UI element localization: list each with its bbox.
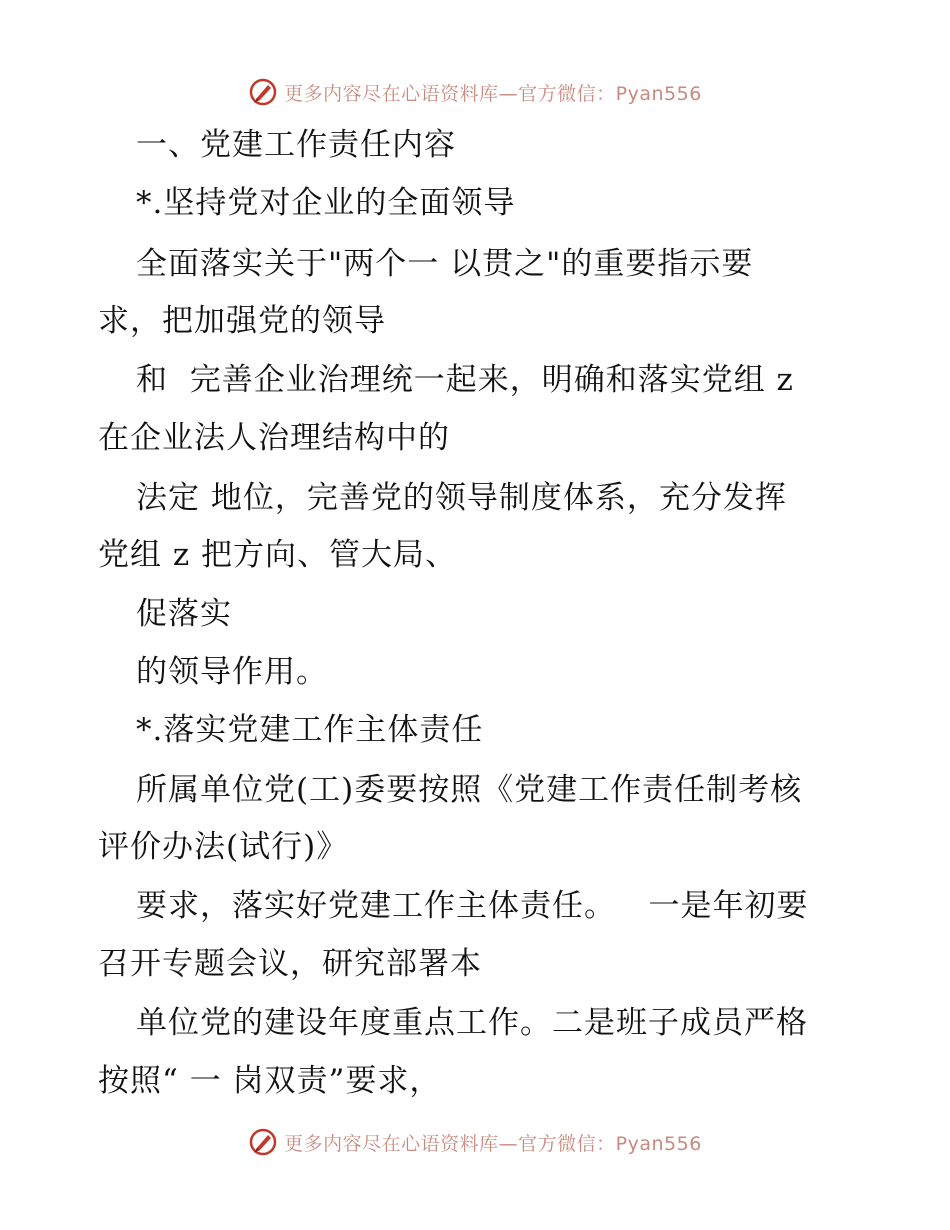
section-heading: 一、党建工作责任内容 [136,127,456,163]
header-watermark [0,72,950,112]
paragraph-line: 的领导作用。 [136,654,328,690]
paragraph-line: 单位党的建设年度重点工作。二是班子成员严格 [136,1005,808,1041]
paragraph-line: 所属单位党(工)委要按照《党建工作责任制考核 [136,772,803,808]
subsection-heading: *.落实党建工作主体责任 [136,712,484,748]
paragraph-line: 按照“ 一 岗双责”要求， [98,1063,442,1099]
paragraph-line: 要求，落实好党建工作主体责任。 一是年初要 [136,888,809,924]
subsection-heading: *.坚持党对企业的全面领导 [136,185,516,221]
paragraph-line: 召开专题会议，研究部署本 [98,946,482,982]
paragraph-line: 法定 地位，完善党的领导制度体系，充分发挥 [136,480,787,516]
paragraph-line: 评价办法(试行)》 [98,829,349,865]
paragraph-line: 求，把加强党的领导 [98,303,386,339]
footer-watermark [0,1122,950,1162]
paragraph-line: 促落实 [136,596,232,632]
paragraph-line: 党组 z 把方向、管大局、 [98,537,458,573]
paragraph-line: 和 完善企业治理统一起来，明确和落实党组 z [136,362,794,398]
quill-pen-logo-icon [248,77,278,107]
paragraph-line: 全面落实关于"两个一 以贯之"的重要指示要 [136,246,754,282]
paragraph-line: 在企业法人治理结构中的 [98,420,450,456]
quill-pen-logo-icon [248,1127,278,1157]
watermark-text: 更多内容尽在心语资料库—官方微信：Pyan556 [284,82,702,105]
watermark-text: 更多内容尽在心语资料库—官方微信：Pyan556 [284,1132,702,1155]
